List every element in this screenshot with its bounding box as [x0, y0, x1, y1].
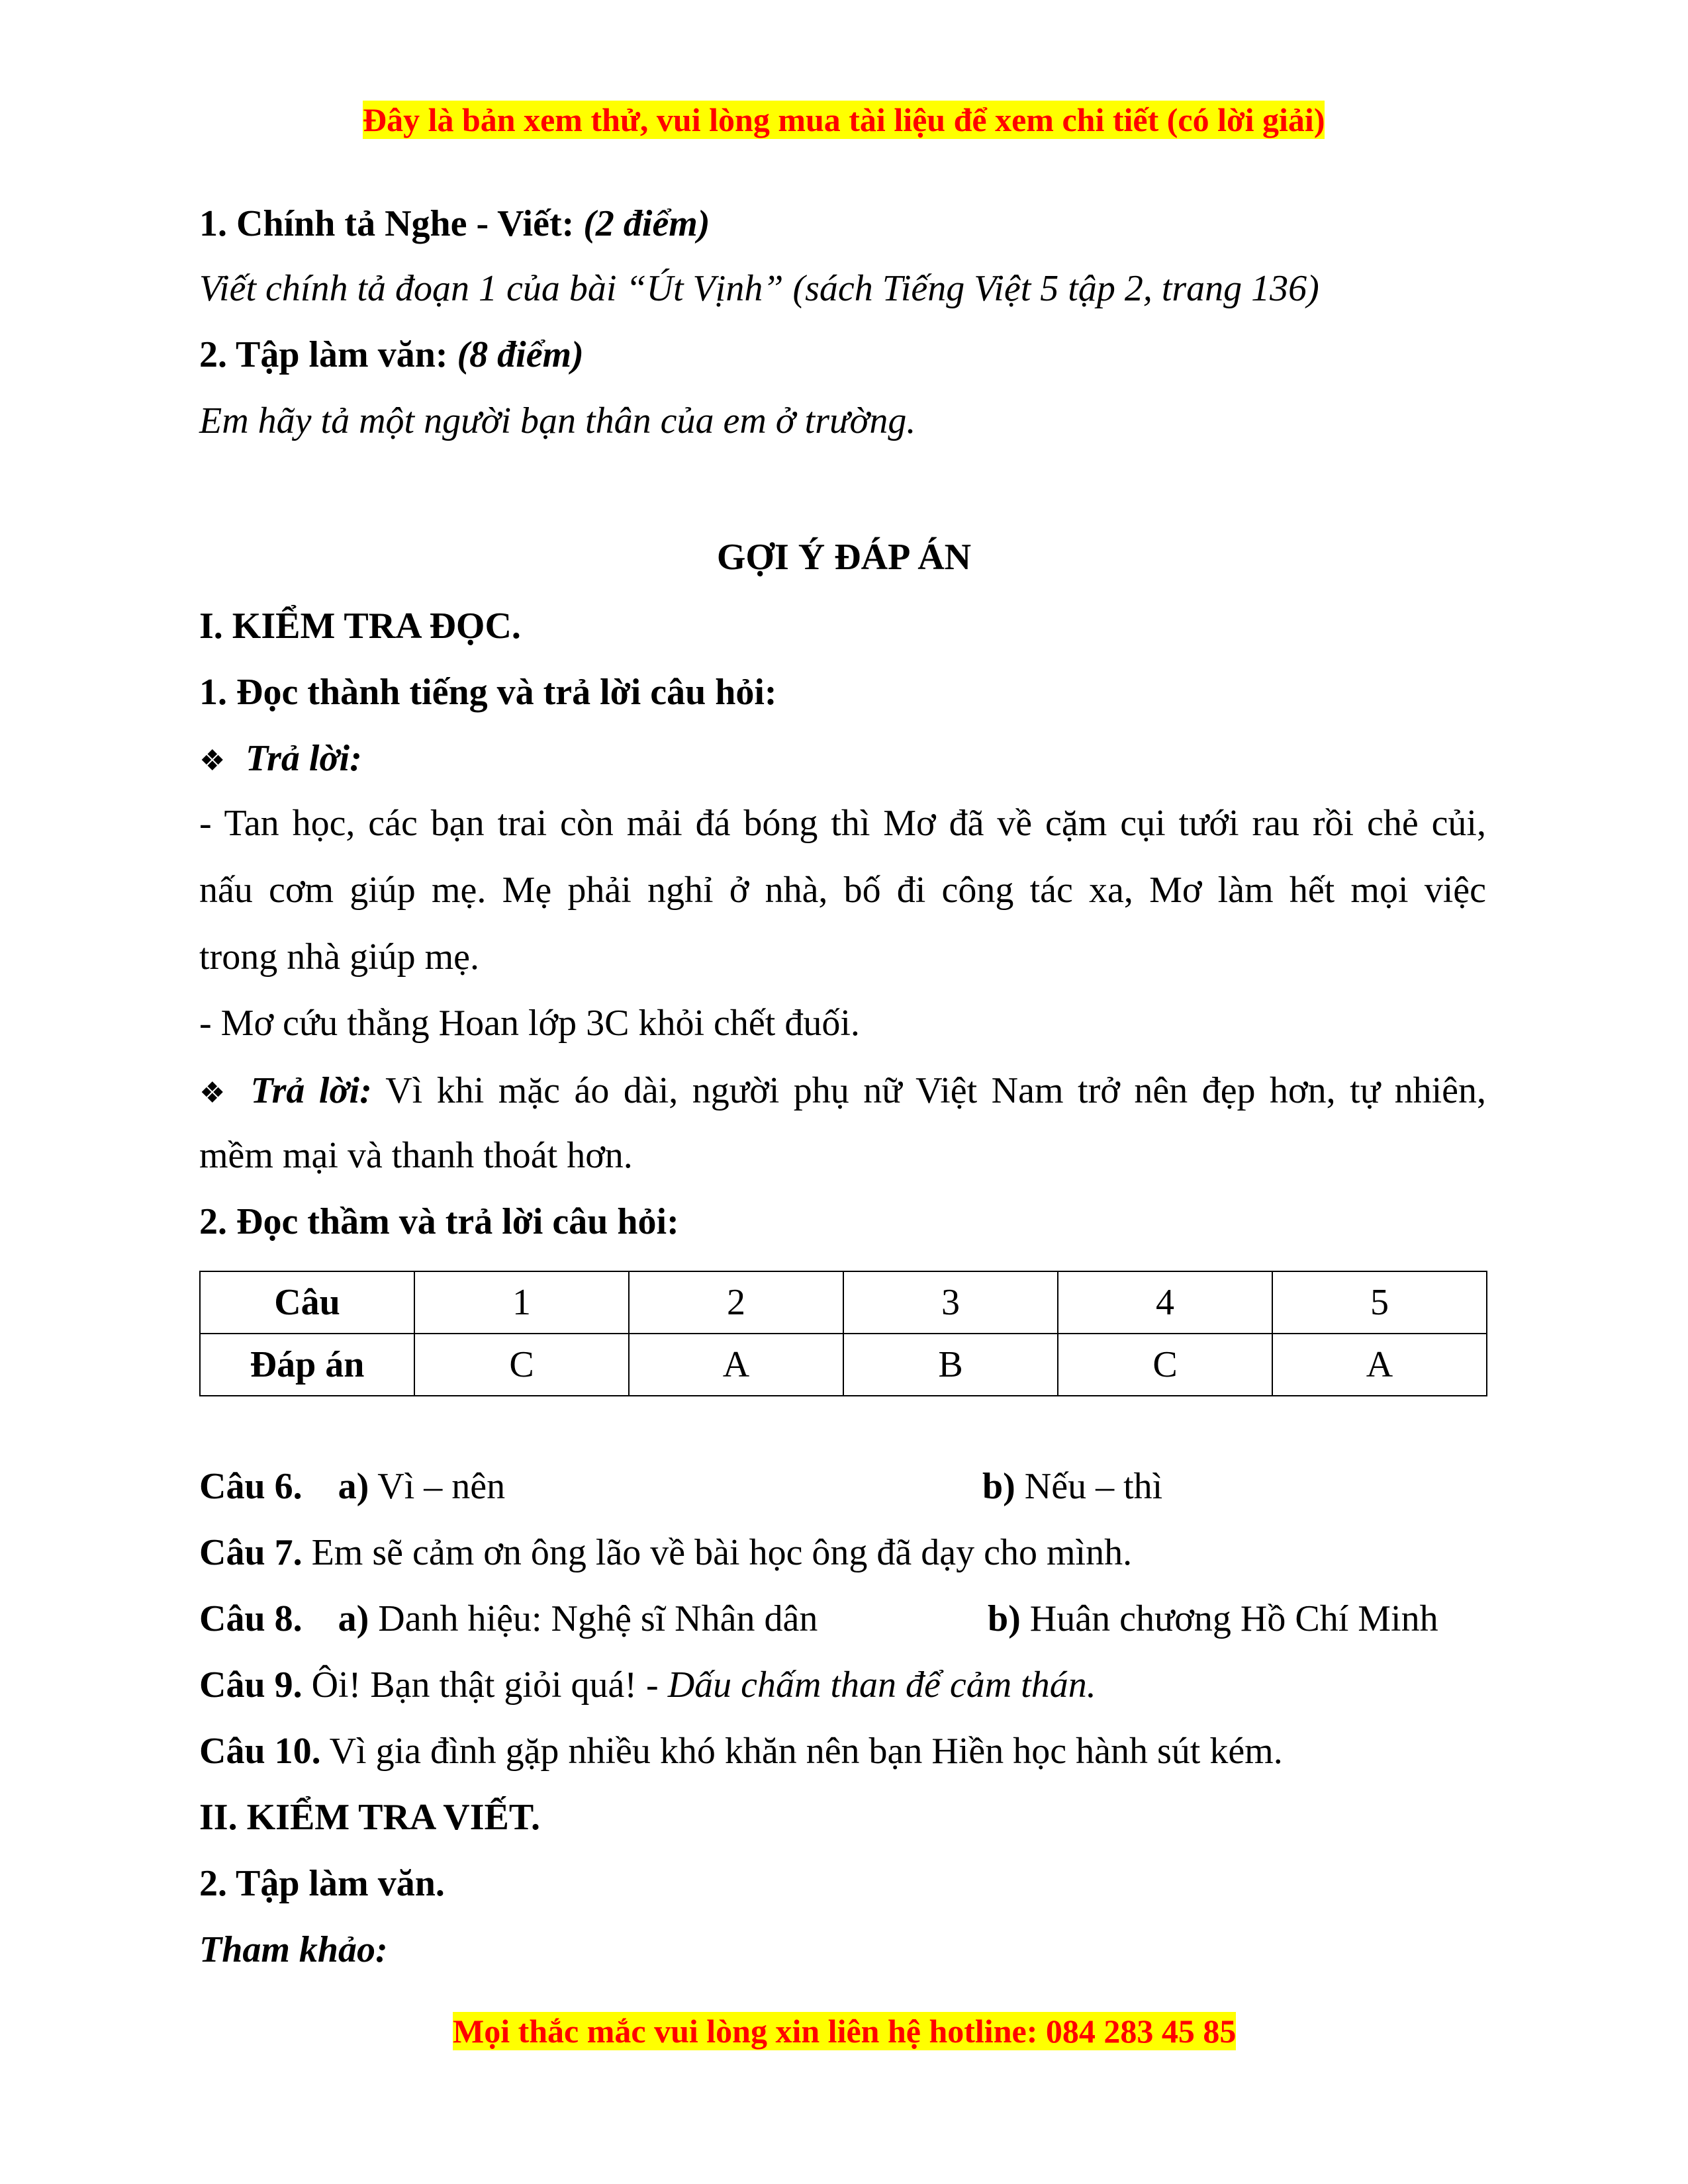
question-7: [199, 1529, 1132, 1576]
answer1-extra: - Mơ cứu thằng Hoan lớp 3C khỏi chết đuối.: [199, 1003, 860, 1044]
row-header: Đáp án: [200, 1334, 414, 1396]
answer1-line-1: - Tan học, các bạn trai còn mải đá bóng thì Mơ đã về cặm cụi tưới rau rồi chẻ củi,: [199, 803, 1486, 844]
table-row: [200, 1271, 1487, 1334]
q9-text: Ôi! Bạn thật giỏi quá! -: [311, 1664, 668, 1706]
q7-text: Em sẽ cảm ơn ông lão về bài học ông đã dạy cho mình.: [311, 1532, 1133, 1573]
table-cell: 1: [414, 1271, 629, 1334]
essay-points: (8 điểm): [457, 334, 584, 375]
answer-table: [199, 1271, 1487, 1396]
q8-a-text: Danh hiệu: Nghệ sĩ Nhân dân: [378, 1598, 818, 1639]
dictation-instruction: Viết chính tả đoạn 1 của bài “Út Vịnh” (sách Tiếng Việt 5 tập 2, trang 136): [199, 268, 1319, 309]
q6-b-text: Nếu – thì: [1024, 1466, 1163, 1507]
part1-sub1-title: 1. Đọc thành tiếng và trả lời câu hỏi:: [199, 672, 777, 713]
table-cell: 4: [1058, 1271, 1272, 1334]
table-cell: A: [629, 1334, 843, 1396]
table-row: [200, 1334, 1487, 1396]
q10-text: Vì gia đình gặp nhiều khó khăn nên bạn Hiền học hành sút kém.: [329, 1731, 1283, 1772]
q9-italic: Dấu chấm than để cảm thán.: [667, 1664, 1096, 1706]
essay-heading: [199, 331, 584, 379]
diamond-bullet-icon: ❖: [199, 1077, 226, 1109]
answer-label-1: [199, 735, 362, 785]
question-9: [199, 1661, 1096, 1709]
table-cell: B: [843, 1334, 1058, 1396]
q6-label: Câu 6.: [199, 1466, 303, 1507]
table-cell: 3: [843, 1271, 1058, 1334]
question-8-b: [988, 1595, 1438, 1643]
dictation-heading: [199, 200, 710, 248]
q7-label: Câu 7.: [199, 1532, 303, 1573]
q8-label: Câu 8.: [199, 1598, 303, 1639]
row-header: Câu: [200, 1271, 414, 1334]
q8-b-text: Huân chương Hồ Chí Minh: [1029, 1598, 1438, 1639]
answers-title: GỢI Ý ĐÁP ÁN: [716, 537, 972, 578]
question-6-b: [982, 1463, 1162, 1510]
q8-b-label: b): [988, 1598, 1021, 1639]
q10-label: Câu 10.: [199, 1731, 321, 1772]
question-6: [199, 1463, 505, 1510]
table-cell: C: [1058, 1334, 1272, 1396]
diamond-bullet-icon: ❖: [199, 745, 226, 777]
dictation-title: 1. Chính tả Nghe - Viết:: [199, 203, 575, 244]
essay-title: 2. Tập làm văn:: [199, 334, 448, 375]
reference-label: Tham khảo:: [199, 1929, 388, 1970]
table-cell: 5: [1272, 1271, 1487, 1334]
hotline-banner: Mọi thắc mắc vui lòng xin liên hệ hotline: 084 283 45 85: [453, 2013, 1237, 2050]
q6-a-text: Vì – nên: [377, 1466, 506, 1507]
table-cell: C: [414, 1334, 629, 1396]
preview-notice-banner: Đây là bản xem thử, vui lòng mua tài liệu để xem chi tiết (có lời giải): [363, 101, 1325, 138]
answer-label: Trả lời:: [250, 1070, 372, 1111]
q6-a-label: a): [338, 1466, 369, 1507]
part2-sub2-title: 2. Tập làm văn.: [199, 1863, 445, 1904]
part2-title: II. KIỂM TRA VIẾT.: [199, 1797, 541, 1838]
q8-a-label: a): [338, 1598, 369, 1639]
answer2-line-1: [199, 1058, 1486, 1126]
answer1-line-3: trong nhà giúp mẹ.: [199, 936, 480, 978]
part1-title: I. KIỂM TRA ĐỌC.: [199, 606, 521, 647]
answer2-text: Vì khi mặc áo dài, người phụ nữ Việt Nam trở nên đẹp hơn, tự nhiên,: [385, 1070, 1486, 1111]
question-10: [199, 1727, 1283, 1775]
part1-sub2-title: 2. Đọc thầm và trả lời câu hỏi:: [199, 1201, 679, 1242]
dictation-points: (2 điểm): [583, 203, 710, 244]
table-cell: 2: [629, 1271, 843, 1334]
q6-b-label: b): [982, 1466, 1015, 1507]
essay-instruction: Em hãy tả một người bạn thân của em ở trường.: [199, 400, 916, 441]
q9-label: Câu 9.: [199, 1664, 303, 1706]
answer1-line-2: nấu cơm giúp mẹ. Mẹ phải nghỉ ở nhà, bố đi công tác xa, Mơ làm hết mọi việc: [199, 870, 1486, 911]
question-8: [199, 1595, 818, 1643]
table-cell: A: [1272, 1334, 1487, 1396]
answer2-line-2: mềm mại và thanh thoát hơn.: [199, 1135, 633, 1176]
answer-label: Trả lời:: [246, 738, 362, 779]
